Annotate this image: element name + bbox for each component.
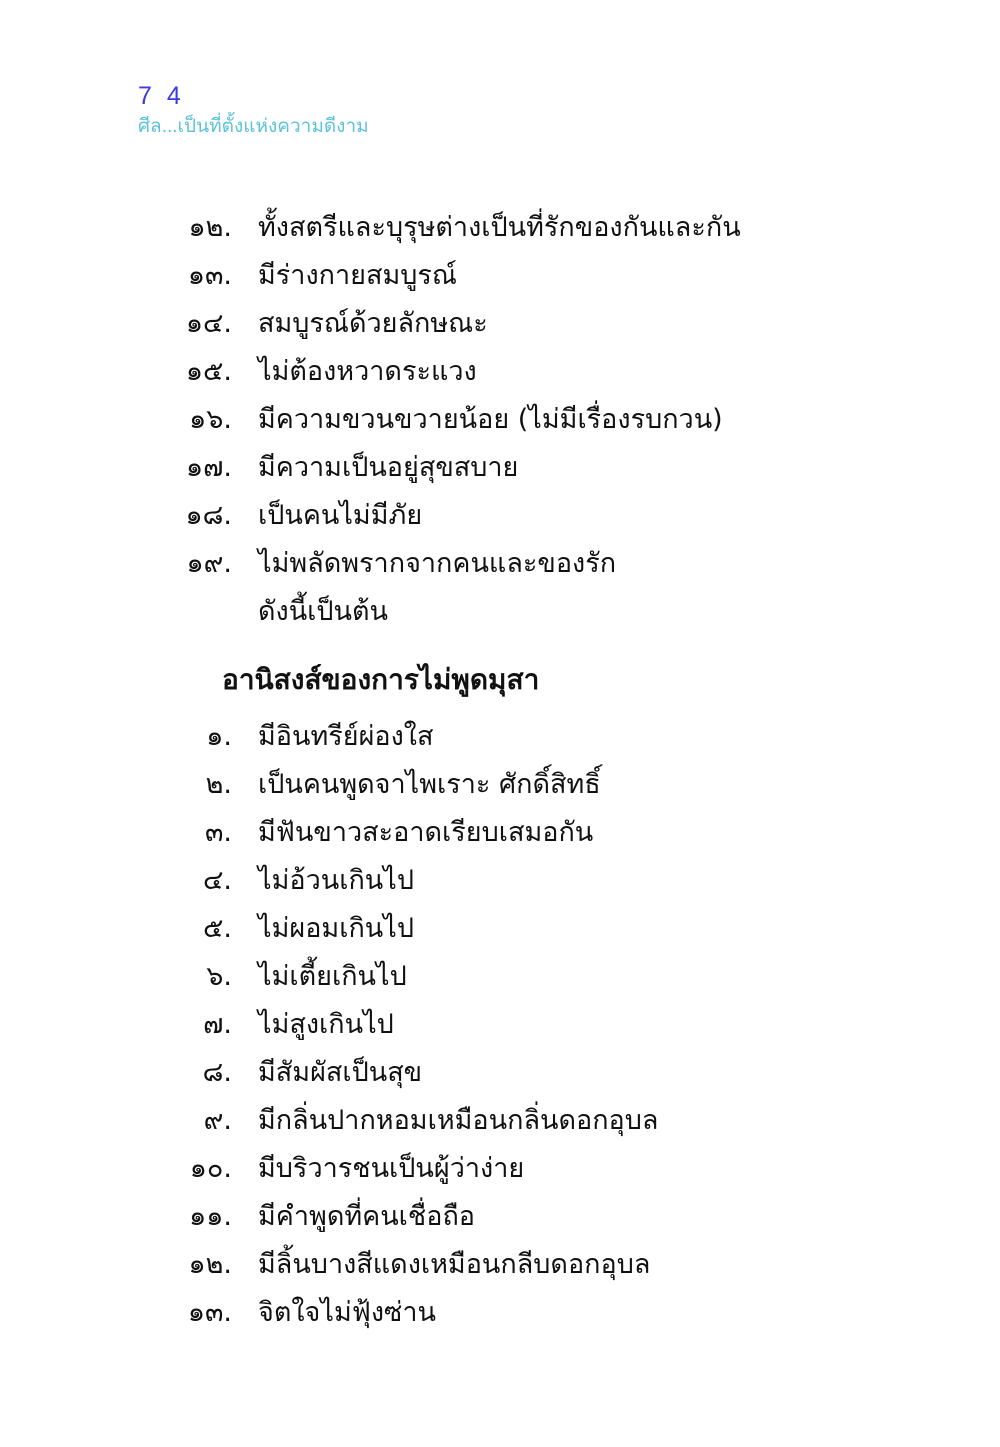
list-item bbox=[0, 400, 1000, 448]
list-item bbox=[0, 1053, 1000, 1101]
item-text: ไม่พลัดพรากจากคนและของรัก bbox=[258, 548, 617, 579]
item-number: ๑๕. bbox=[185, 356, 232, 387]
item-text: มีบริวารชนเป็นผู้ว่าง่าย bbox=[258, 1153, 525, 1184]
item-number: ๑. bbox=[206, 721, 232, 752]
item-number: ๘. bbox=[202, 1057, 232, 1088]
list-item bbox=[0, 1005, 1000, 1053]
section-heading: อานิสงส์ของการไม่พูดมุสา bbox=[222, 663, 540, 696]
item-number: ๑๓. bbox=[187, 260, 232, 291]
item-text: สมบูรณ์ด้วยลักษณะ bbox=[258, 308, 488, 339]
item-number: ๗. bbox=[203, 1009, 232, 1040]
benefit-list-no-lying bbox=[0, 717, 1000, 1341]
list-item bbox=[0, 256, 1000, 304]
item-text: มีลิ้นบางสีแดงเหมือนกลีบดอกอุบล bbox=[258, 1249, 651, 1280]
item-number: ๑๗. bbox=[185, 452, 232, 483]
item-number: ๖. bbox=[206, 961, 232, 992]
item-number: ๑๒. bbox=[188, 212, 232, 243]
list-item bbox=[0, 1293, 1000, 1341]
page-header bbox=[138, 80, 369, 140]
item-number: ๔. bbox=[202, 865, 232, 896]
item-text: มีความขวนขวายน้อย (ไม่มีเรื่องรบกวน) bbox=[258, 404, 723, 435]
item-number: ๑๘. bbox=[185, 500, 232, 531]
list-item bbox=[0, 1245, 1000, 1293]
item-text: ไม่ผอมเกินไป bbox=[258, 913, 414, 944]
item-number: ๑๒. bbox=[188, 1249, 232, 1280]
item-number: ๑๓. bbox=[187, 1297, 232, 1328]
list-continuation bbox=[0, 592, 1000, 640]
item-number: ๑๑. bbox=[189, 1201, 232, 1232]
page-number: 7 4 bbox=[138, 82, 185, 110]
item-text: ไม่ต้องหวาดระแวง bbox=[258, 356, 477, 387]
item-number: ๓. bbox=[204, 817, 232, 848]
benefit-list-continued bbox=[0, 208, 1000, 640]
list-item bbox=[0, 448, 1000, 496]
item-number: ๑๖. bbox=[189, 404, 232, 435]
item-text: เป็นคนไม่มีภัย bbox=[258, 500, 423, 531]
item-number: ๒. bbox=[205, 769, 232, 800]
item-text: ไม่อ้วนเกินไป bbox=[258, 865, 414, 896]
item-text: เป็นคนพูดจาไพเราะ ศักดิ์สิทธิ์ bbox=[258, 769, 601, 800]
item-text: ทั้งสตรีและบุรุษต่างเป็นที่รักของกันและกัน bbox=[258, 212, 741, 243]
list-item bbox=[0, 717, 1000, 765]
item-number: ๑๙. bbox=[186, 548, 232, 579]
list-item bbox=[0, 909, 1000, 957]
item-number: ๕. bbox=[202, 913, 232, 944]
item-number: ๑๔. bbox=[185, 308, 232, 339]
list-item bbox=[0, 496, 1000, 544]
item-text: มีความเป็นอยู่สุขสบาย bbox=[258, 452, 519, 483]
list-item bbox=[0, 1101, 1000, 1149]
item-text: มีฟันขาวสะอาดเรียบเสมอกัน bbox=[258, 817, 594, 848]
item-text: มีสัมผัสเป็นสุข bbox=[258, 1057, 423, 1088]
running-title: ศีล...เป็นที่ตั้งแห่งความดีงาม bbox=[138, 116, 369, 137]
item-text: มีคำพูดที่คนเชื่อถือ bbox=[258, 1201, 476, 1232]
list-item bbox=[0, 861, 1000, 909]
list-item bbox=[0, 1149, 1000, 1197]
list-item bbox=[0, 208, 1000, 256]
list-item bbox=[0, 813, 1000, 861]
list-item bbox=[0, 304, 1000, 352]
item-text: มีอินทรีย์ผ่องใส bbox=[258, 721, 434, 752]
item-number: ๙. bbox=[203, 1105, 232, 1136]
item-text: มีกลิ่นปากหอมเหมือนกลิ่นดอกอุบล bbox=[258, 1105, 659, 1136]
item-text: จิตใจไม่ฟุ้งซ่าน bbox=[258, 1297, 436, 1328]
continuation-text: ดังนี้เป็นต้น bbox=[258, 596, 388, 627]
item-text: ไม่เตี้ยเกินไป bbox=[258, 961, 407, 992]
list-item bbox=[0, 544, 1000, 592]
list-item bbox=[0, 765, 1000, 813]
list-item bbox=[0, 352, 1000, 400]
item-text: ไม่สูงเกินไป bbox=[258, 1009, 394, 1040]
list-item bbox=[0, 957, 1000, 1005]
list-item bbox=[0, 1197, 1000, 1245]
item-number: ๑๐. bbox=[189, 1153, 232, 1184]
item-text: มีร่างกายสมบูรณ์ bbox=[258, 260, 457, 291]
